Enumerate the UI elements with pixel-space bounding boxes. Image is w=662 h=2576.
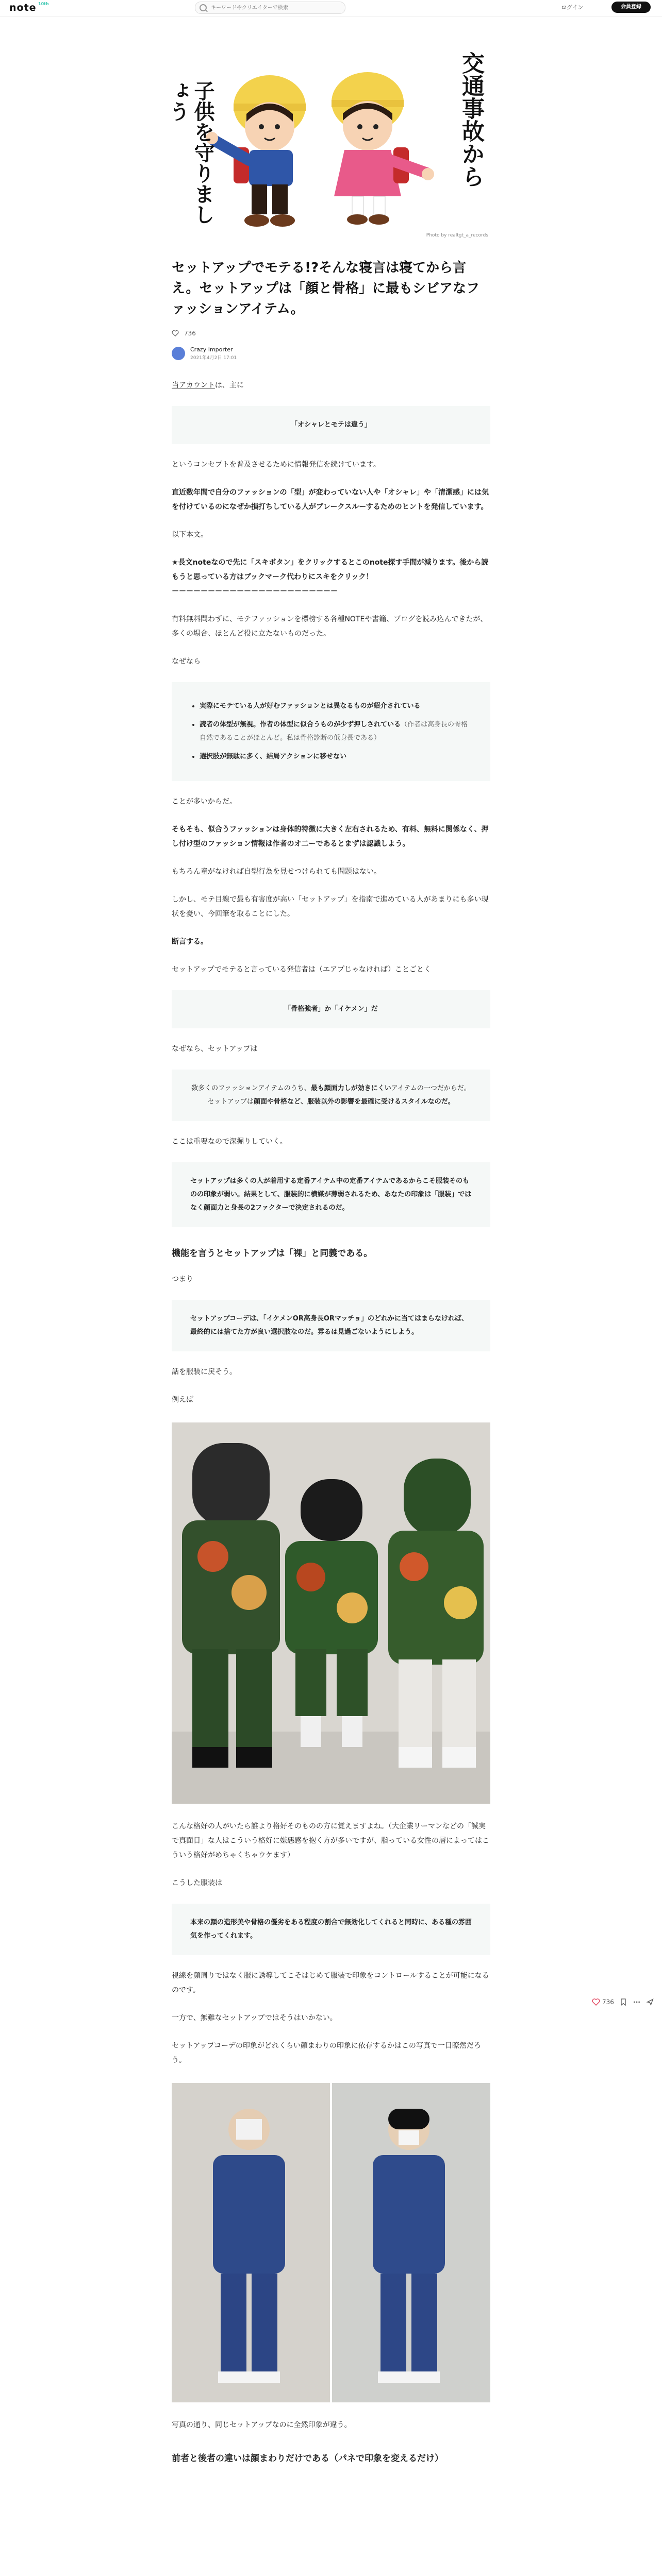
- article-body: [172, 378, 490, 2464]
- paragraph: 写真の通り、同じセットアップなのに全然印象が違う。: [172, 2421, 352, 2429]
- author-block[interactable]: [172, 346, 490, 361]
- setup-comparison-photo: [172, 2083, 490, 2402]
- two-men-setup-photo: [172, 2083, 490, 2402]
- quote-box: 数多くのファッションアイテムのうち、最も顔面力しが効きにくいアイテムの一つだからだ。セットアップは顔面や骨格など、服装以外の影響を最確に受けるスタイルなのだ。: [172, 1070, 490, 1121]
- paragraph: なぜなら: [172, 657, 201, 666]
- search-icon: [200, 4, 207, 11]
- hero-illustration: [166, 49, 490, 239]
- paragraph: 以下本文。: [172, 531, 208, 539]
- quote-box: セットアップコーデは、「イケメンOR高身長ORマッチョ」のどれかに当てはまらなければ、最終的には捨てた方が良い選択肢なのだ。雰るは見過ごないようにしよう。: [172, 1300, 490, 1351]
- search-input[interactable]: [210, 4, 341, 12]
- list-item: • 実際にモテている人が好むファッションとは異なるものが紹介されている: [200, 700, 472, 713]
- avatar[interactable]: [172, 347, 185, 360]
- hero-vertical-text-left: 子供を守りましょう: [166, 80, 214, 225]
- paragraph: そもそも、似合うファッションは身体的特徴に大きく左右されるため、有料、無料に関係なく、押し付け型のファッション情報は作者のオ二ーであるとまずは認識しよう。: [172, 825, 489, 848]
- paragraph: というコンセプトを普及させるために情報発信を続けています。: [172, 461, 380, 469]
- quote-box: セットアップは多くの人が着用する定番アイテム中の定番アイテムであるからこそ服装そのものの印象が弱い。結果として、服装的に横媒が薄弱されるため、あなたの印象は「服装」ではなく顔面力と身長の2ファクターで決定されるのだ。: [172, 1162, 490, 1227]
- section-heading: 機能を言うとセットアップは「裸」と同義である。: [172, 1248, 373, 1259]
- article-title: セットアップでモテる!?そんな寝言は寝てから言え。セットアップは「顔と骨格」に最もシビアなファッションアイテム。: [172, 260, 479, 317]
- hero-vertical-text-right: 交通事故から: [458, 52, 484, 188]
- site-header: [0, 0, 662, 17]
- search-box[interactable]: [195, 2, 345, 14]
- paragraph: ここは重要なので深掘りしていく。: [172, 1138, 287, 1146]
- paragraph: 有料無料問わずに、モテファッションを標榜する各種NOTEや書籍、ブログを読み込んできたが、多くの場合、ほとんど役に立たないものだった。: [172, 615, 488, 638]
- girl-figure: [332, 72, 434, 225]
- paragraph: こうした服装は: [172, 1879, 222, 1887]
- article: [172, 258, 490, 2471]
- paragraph: 断言する。: [172, 938, 208, 946]
- street-fashion-photo: [172, 1422, 490, 1804]
- paragraph: つまり: [172, 1275, 193, 1283]
- like-counter[interactable]: [172, 330, 490, 337]
- paragraph: こんな格好の人がいたら誰より格好そのものの方に覚えますよね。（大企業リーマンなどの「誠実で真面目」な人はこういう格好に嫌悪感を抱く方が多いですが、脂っている女性の層によってはこういう格好がめちゃくちゃウケます）: [172, 1822, 489, 1859]
- signup-button[interactable]: 会員登録: [611, 2, 651, 13]
- paragraph: 話を服装に戻そう。: [172, 1368, 237, 1376]
- paragraph: なぜなら、セットアップは: [172, 1045, 258, 1053]
- boy-figure: [206, 75, 306, 227]
- login-link[interactable]: ログイン: [561, 4, 584, 11]
- float-like-count: 736: [602, 1998, 614, 2006]
- list-item: • 読者の体型が無視。作者の体型に似合うものが少ず押しされている（作者は高身長の骨格自然であることがほとんど。私は骨格診断の低身長である）: [200, 718, 472, 745]
- paragraph: ★長文noteなので先に「スキボタン」をクリックするとこのnote探す手間が減ります。後から読もうと思っている方はブックマーク代わりにスキをクリック！ －－－－－－－－－－－－－－－－－－－－－－－: [172, 558, 489, 596]
- tenth-anniversary-badge: 10th: [38, 2, 49, 6]
- bookmark-icon[interactable]: [619, 1998, 627, 2006]
- paragraph: 一方で、無難なセットアップではそうはいかない。: [172, 2014, 337, 2022]
- floating-reaction-bar: [592, 1998, 654, 2006]
- quote-box: 「骨格強者」か「イケメン」だ: [172, 990, 490, 1028]
- paragraph: 直近数年間で自分のファッションの「型」が変わっていない人や「オシャレ」や「清潔感」には気を付けているのになぜか損打ちしている人がブレークスルーするためのヒントを発信しています。: [172, 488, 489, 511]
- share-icon[interactable]: [646, 1998, 654, 2006]
- paragraph: 例えば: [172, 1396, 193, 1404]
- quote-box: 本来の顔の造形美や骨格の優劣をある程度の割合で無効化してくれると同時に、ある種の雰囲気を作ってくれます。: [172, 1904, 490, 1955]
- paragraph: 当アカウントは、主に: [172, 381, 244, 389]
- paragraph: ことが多いからだ。: [172, 798, 237, 806]
- account-link[interactable]: 当アカウント: [172, 381, 215, 389]
- three-men-photo: [172, 1422, 490, 1804]
- paragraph: 視線を顔周りではなく服に誘導してこそはじめて服装で印象をコントロールすることが可能になるのです。: [172, 1972, 489, 1994]
- list-item: • 選択肢が無駄に多く、結局アクションに移せない: [200, 750, 472, 764]
- quote-box: 「オシャレとモテは違う」: [172, 406, 490, 444]
- paragraph: しかし、モテ目線で最も有害度が高い「セットアップ」を指南で進めている人があまりにも多い現状を憂い、今回筆を取ることにした。: [172, 895, 489, 918]
- like-count: 736: [184, 330, 196, 337]
- section-heading: 前者と後者の違いは顔まわりだけである（パネで印象を変えるだけ）: [172, 2453, 443, 2464]
- note-logo[interactable]: note: [9, 2, 37, 13]
- heart-icon[interactable]: [172, 330, 179, 337]
- reasons-list-box: [172, 682, 490, 781]
- publish-date: 2021年4月2日 17:01: [190, 355, 237, 361]
- heart-icon[interactable]: [592, 1998, 600, 2006]
- more-icon[interactable]: [633, 1998, 641, 2006]
- paragraph: セットアップコーデの印象がどれくらい顔まわりの印象に依存するかはこの写真で一目瞭然だろう。: [172, 2042, 481, 2064]
- photo-credit[interactable]: Photo by realtgt_a_records: [426, 233, 488, 238]
- author-name[interactable]: Crazy Importer: [190, 346, 233, 353]
- paragraph: セットアップでモテると言っている発信者は（エアプじゃなければ）ことごとく: [172, 965, 432, 974]
- paragraph: もちろん童がなければ自型行為を見せつけられても問題はない。: [172, 868, 381, 876]
